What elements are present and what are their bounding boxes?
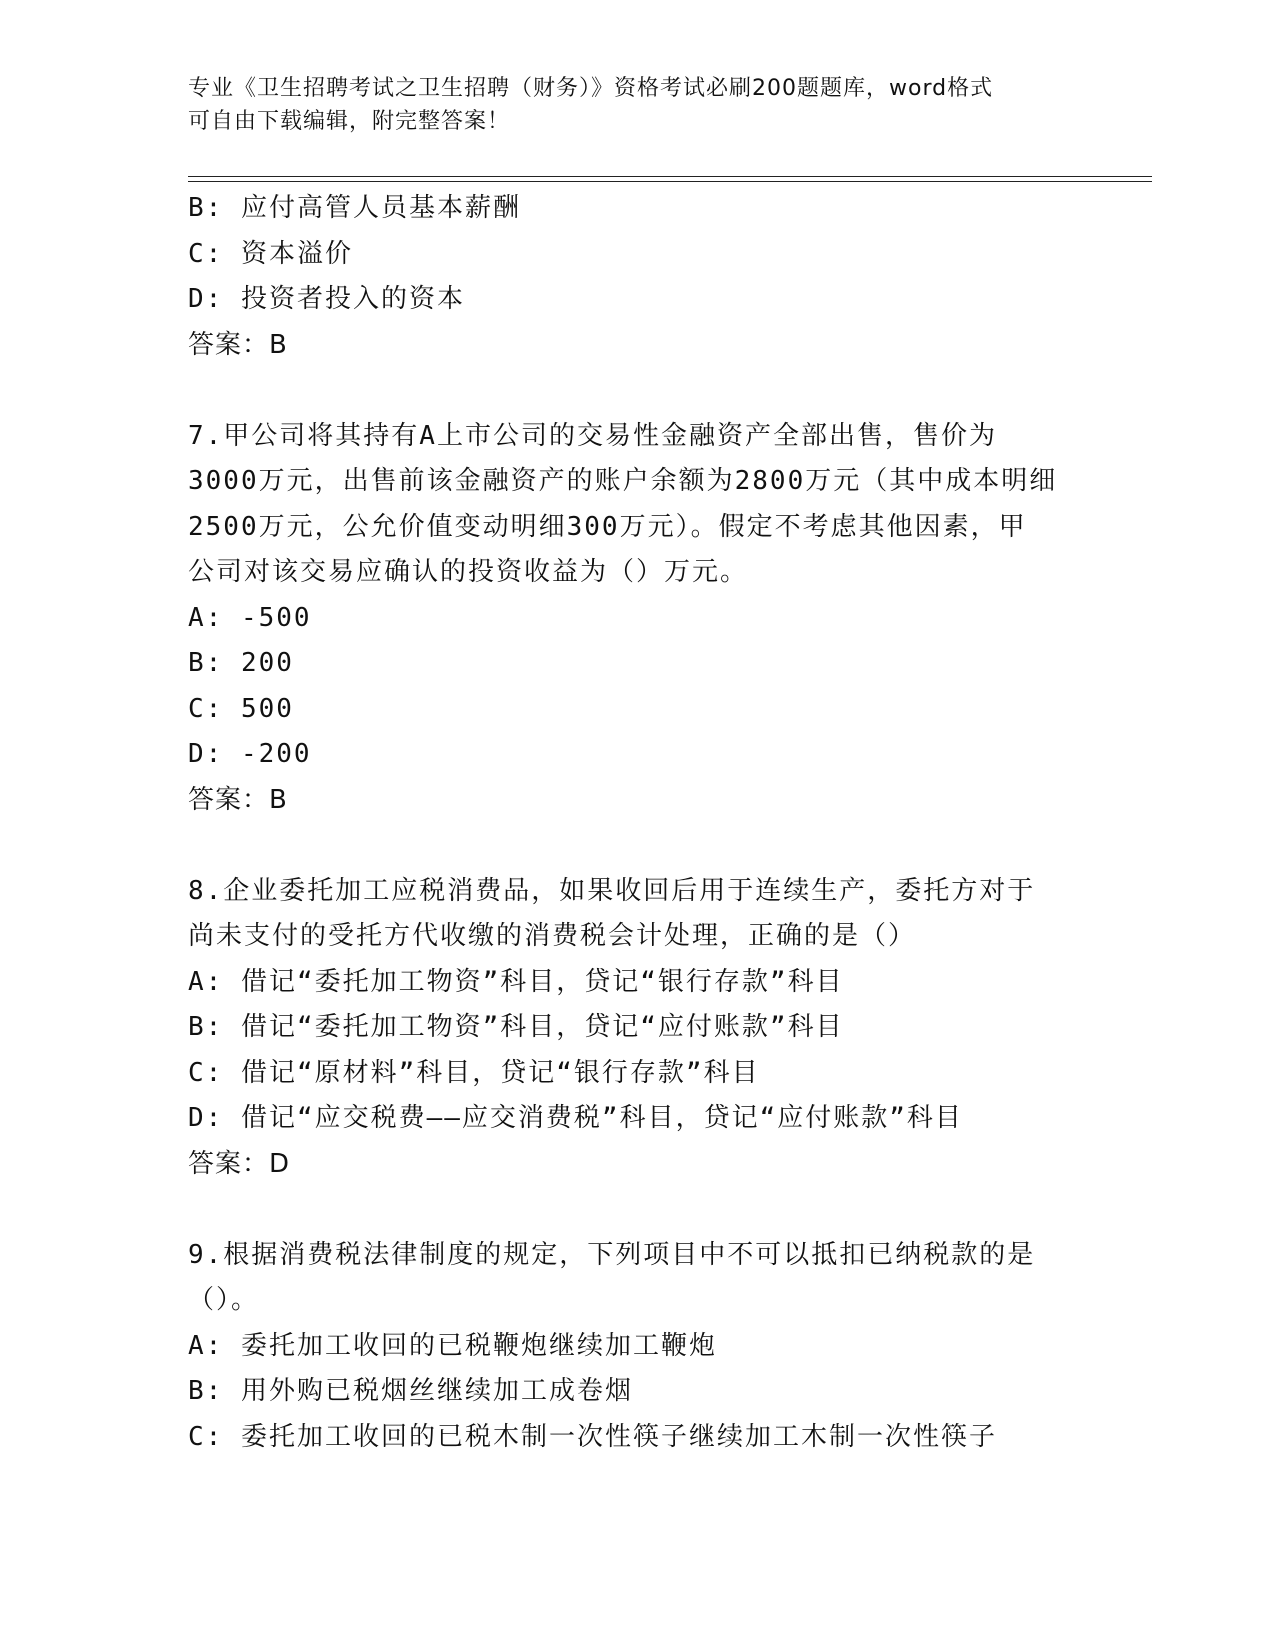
question-stem-line: 3000万元，出售前该金融资产的账户余额为2800万元（其中成本明细 <box>188 466 1058 496</box>
page-header <box>188 72 1088 138</box>
option-c: C: 资本溢价 <box>188 238 353 269</box>
question-stem-line: 7.甲公司将其持有A上市公司的交易性金融资产全部出售，售价为 <box>188 420 997 451</box>
question-8 <box>188 869 1148 1188</box>
option-b: B: 200 <box>188 648 294 678</box>
spacer <box>188 368 1148 414</box>
option-a: A: 借记“委托加工物资”科目，贷记“银行存款”科目 <box>188 966 844 997</box>
spacer <box>188 823 1148 869</box>
question-6-tail <box>188 186 1148 368</box>
answer: 答案：D <box>188 1148 291 1179</box>
question-stem-line: （）。 <box>188 1285 260 1315</box>
option-d: D: -200 <box>188 739 312 769</box>
option-c: C: 500 <box>188 693 294 724</box>
answer: 答案：B <box>188 784 288 815</box>
option-c: C: 委托加工收回的已税木制一次性筷子继续加工木制一次性筷子 <box>188 1421 997 1452</box>
option-a: A: -500 <box>188 602 312 633</box>
option-d: D: 借记“应交税费——应交消费税”科目，贷记“应付账款”科目 <box>188 1103 963 1133</box>
option-a: A: 委托加工收回的已税鞭炮继续加工鞭炮 <box>188 1330 717 1361</box>
header-divider-top <box>188 176 1152 177</box>
question-7 <box>188 414 1148 824</box>
option-b: B: 借记“委托加工物资”科目，贷记“应付账款”科目 <box>188 1012 844 1042</box>
option-b: B: 用外购已税烟丝继续加工成卷烟 <box>188 1376 633 1406</box>
question-9 <box>188 1233 1148 1461</box>
spacer <box>188 1187 1148 1233</box>
option-b: B: 应付高管人员基本薪酬 <box>188 193 521 223</box>
question-stem-line: 2500万元，公允价值变动明细300万元）。假定不考虑其他因素，甲 <box>188 511 1027 542</box>
header-title-line-1: 专业《卫生招聘考试之卫生招聘（财务）》资格考试必刷200题题库，word格式 <box>188 76 994 101</box>
question-stem-line: 公司对该交易应确认的投资收益为（）万元。 <box>188 557 749 587</box>
question-stem-line: 8.企业委托加工应税消费品，如果收回后用于连续生产，委托方对于 <box>188 875 1036 906</box>
option-d: D: 投资者投入的资本 <box>188 284 465 314</box>
question-stem-line: 9.根据消费税法律制度的规定，下列项目中不可以抵扣已纳税款的是 <box>188 1239 1036 1270</box>
header-divider-bottom <box>188 181 1152 182</box>
question-stem-line: 尚未支付的受托方代收缴的消费税会计处理，正确的是（） <box>188 921 917 951</box>
answer: 答案：B <box>188 329 288 360</box>
header-title-line-2: 可自由下载编辑，附完整答案！ <box>188 109 511 134</box>
question-list <box>188 186 1148 1460</box>
option-c: C: 借记“原材料”科目，贷记“银行存款”科目 <box>188 1057 760 1088</box>
